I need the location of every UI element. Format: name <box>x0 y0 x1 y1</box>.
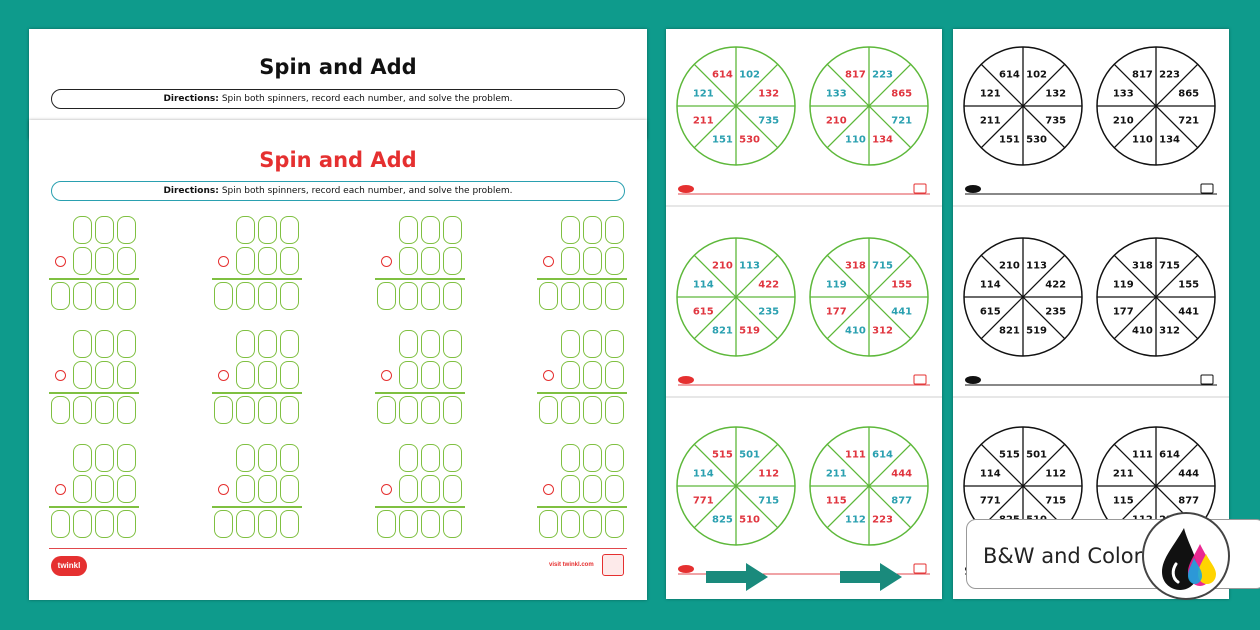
next-arrow-icon <box>840 563 902 591</box>
spinner-number: 877 <box>891 495 913 507</box>
answer-box <box>605 396 624 424</box>
digit-box <box>399 330 418 358</box>
spinner-number: 519 <box>1026 325 1047 337</box>
plus-sign-icon <box>55 370 66 381</box>
spinner-number: 155 <box>891 279 913 291</box>
spinner-number: 132 <box>758 88 780 100</box>
spinner-number: 112 <box>845 514 866 526</box>
footer-line <box>49 548 627 549</box>
footer-badge <box>914 184 926 193</box>
directions-label: Directions: <box>163 186 219 196</box>
digit-box <box>236 216 255 244</box>
answer-box <box>73 282 92 310</box>
answer-box <box>51 282 70 310</box>
digit-box <box>421 475 440 503</box>
digit-box <box>280 475 299 503</box>
twinkl-logo <box>965 185 981 193</box>
spinner-number: 721 <box>1178 115 1200 127</box>
digit-box <box>280 216 299 244</box>
digit-box <box>280 247 299 275</box>
spinner-number: 771 <box>692 495 714 507</box>
answer-box <box>539 282 558 310</box>
digit-box <box>561 330 580 358</box>
answer-box <box>236 396 255 424</box>
sum-line <box>49 392 139 394</box>
spinner-number: 211 <box>1112 468 1134 480</box>
digit-box <box>583 247 602 275</box>
plus-sign-icon <box>543 370 554 381</box>
spinner-number: 110 <box>845 134 866 146</box>
footer-badge <box>914 564 926 573</box>
directions-label: Directions: <box>163 94 219 104</box>
digit-box <box>73 216 92 244</box>
digit-box <box>117 475 136 503</box>
answer-box <box>95 510 114 538</box>
answer-box <box>399 282 418 310</box>
sum-line <box>375 392 465 394</box>
color-spinners-svg <box>666 29 942 599</box>
digit-box <box>236 475 255 503</box>
digit-box <box>117 361 136 389</box>
spinner-number: 177 <box>825 306 847 318</box>
answer-box <box>561 282 580 310</box>
digit-box <box>561 361 580 389</box>
digit-box <box>258 475 277 503</box>
spinner-number: 865 <box>891 88 913 100</box>
digit-box <box>399 475 418 503</box>
digit-box <box>421 330 440 358</box>
digit-box <box>561 216 580 244</box>
spinner-number: 111 <box>1132 449 1153 461</box>
digit-box <box>443 330 462 358</box>
digit-box <box>73 330 92 358</box>
spinner-number: 132 <box>1045 88 1067 100</box>
digit-box <box>421 361 440 389</box>
spinner-number: 210 <box>712 260 733 272</box>
spinner-number: 111 <box>845 449 866 461</box>
spinner-number: 102 <box>739 69 760 81</box>
answer-box <box>399 396 418 424</box>
plus-sign-icon <box>218 256 229 267</box>
answer-box <box>561 510 580 538</box>
answer-box <box>95 282 114 310</box>
answer-box <box>236 282 255 310</box>
spinner-number: 410 <box>1132 325 1153 337</box>
answer-box <box>539 396 558 424</box>
sum-line <box>537 278 627 280</box>
spinner-number: 235 <box>1045 306 1067 318</box>
digit-box <box>605 475 624 503</box>
answer-box <box>583 396 602 424</box>
answer-box <box>583 282 602 310</box>
spinner-number: 817 <box>1132 69 1153 81</box>
answer-box <box>399 510 418 538</box>
digit-box <box>280 330 299 358</box>
spinner-number: 721 <box>891 115 913 127</box>
twinkl-logo: twinkl <box>51 556 87 576</box>
digit-box <box>236 361 255 389</box>
spinner-number: 318 <box>845 260 866 272</box>
spinner-number: 614 <box>1159 449 1180 461</box>
spinner-number: 515 <box>999 449 1020 461</box>
digit-box <box>95 361 114 389</box>
spinner-number: 615 <box>979 306 1001 318</box>
digit-box <box>421 216 440 244</box>
spinner-number: 530 <box>1026 134 1047 146</box>
spinner-number: 821 <box>712 325 733 337</box>
spinner-number: 614 <box>712 69 733 81</box>
plus-sign-icon <box>381 256 392 267</box>
spinner-number: 821 <box>999 325 1020 337</box>
answer-box <box>561 396 580 424</box>
footer-badge <box>1201 375 1213 384</box>
answer-box <box>51 510 70 538</box>
digit-box <box>258 330 277 358</box>
answer-box <box>214 282 233 310</box>
answer-box <box>443 396 462 424</box>
answer-box <box>377 282 396 310</box>
digit-box <box>73 361 92 389</box>
spinner-number: 121 <box>979 88 1001 100</box>
digit-box <box>421 444 440 472</box>
answer-box <box>280 396 299 424</box>
ink-drops-icon <box>1142 512 1230 600</box>
color-spinner-page <box>666 29 942 599</box>
spinner-number: 501 <box>739 449 760 461</box>
answer-box <box>377 510 396 538</box>
plus-sign-icon <box>218 484 229 495</box>
digit-box <box>443 361 462 389</box>
answer-box <box>73 510 92 538</box>
spinner-number: 102 <box>1026 69 1047 81</box>
spinner-number: 312 <box>872 325 893 337</box>
footer-badge <box>1201 184 1213 193</box>
digit-box <box>117 216 136 244</box>
page-title-front: Spin and Add <box>259 148 417 172</box>
plus-sign-icon <box>543 484 554 495</box>
spinner-number: 134 <box>872 134 893 146</box>
digit-box <box>583 475 602 503</box>
page-title-back: Spin and Add <box>259 55 417 79</box>
spinner-number: 133 <box>825 88 847 100</box>
digit-box <box>605 216 624 244</box>
answer-box <box>583 510 602 538</box>
digit-box <box>258 216 277 244</box>
answer-box <box>280 282 299 310</box>
footer-badge <box>602 554 624 576</box>
spinner-number: 735 <box>758 115 780 127</box>
answer-box <box>51 396 70 424</box>
spinner-number: 444 <box>1178 468 1200 480</box>
sum-line <box>537 506 627 508</box>
spinner-number: 410 <box>845 325 866 337</box>
answer-box <box>95 396 114 424</box>
next-arrow-icon <box>706 563 768 591</box>
spinner-number: 211 <box>979 115 1001 127</box>
spinner-number: 735 <box>1045 115 1067 127</box>
spinner-number: 515 <box>712 449 733 461</box>
spinner-number: 223 <box>1159 69 1180 81</box>
spinner-number: 530 <box>739 134 760 146</box>
digit-box <box>236 330 255 358</box>
digit-box <box>583 444 602 472</box>
digit-box <box>561 444 580 472</box>
digit-box <box>583 216 602 244</box>
directions-back <box>51 89 625 109</box>
spinner-number: 114 <box>692 279 714 291</box>
digit-box <box>236 444 255 472</box>
sum-line <box>49 278 139 280</box>
answer-box <box>539 510 558 538</box>
spinner-number: 865 <box>1178 88 1200 100</box>
spinner-number: 114 <box>692 468 714 480</box>
answer-box <box>377 396 396 424</box>
spinner-number: 715 <box>1045 495 1067 507</box>
digit-box <box>258 361 277 389</box>
digit-box <box>117 330 136 358</box>
spinner-number: 151 <box>999 134 1020 146</box>
sum-line <box>212 506 302 508</box>
spinner-number: 444 <box>891 468 913 480</box>
answer-box <box>443 282 462 310</box>
spinner-number: 155 <box>1178 279 1200 291</box>
sum-line <box>212 392 302 394</box>
digit-box <box>443 475 462 503</box>
directions-text: Spin both spinners, record each number, and solve the problem. <box>221 186 513 196</box>
digit-box <box>399 361 418 389</box>
digit-box <box>399 247 418 275</box>
spinner-number: 223 <box>872 69 893 81</box>
spinner-number: 151 <box>712 134 733 146</box>
answer-box <box>73 396 92 424</box>
spinner-number: 771 <box>979 495 1001 507</box>
spinner-number: 119 <box>825 279 847 291</box>
spinner-number: 877 <box>1178 495 1200 507</box>
twinkl-logo <box>678 565 694 573</box>
answer-box <box>421 396 440 424</box>
spinner-number: 115 <box>1112 495 1134 507</box>
spinner-number: 211 <box>692 115 714 127</box>
answer-box <box>258 510 277 538</box>
digit-box <box>73 444 92 472</box>
spinner-number: 825 <box>712 514 733 526</box>
twinkl-logo <box>678 376 694 384</box>
spinner-number: 441 <box>891 306 913 318</box>
plus-sign-icon <box>55 256 66 267</box>
spinner-number: 114 <box>979 279 1001 291</box>
digit-box <box>95 247 114 275</box>
sum-line <box>375 506 465 508</box>
answer-box <box>117 396 136 424</box>
answer-box <box>605 510 624 538</box>
digit-box <box>561 247 580 275</box>
digit-box <box>280 444 299 472</box>
spinner-number: 614 <box>999 69 1020 81</box>
answer-box <box>443 510 462 538</box>
spinner-number: 112 <box>1045 468 1067 480</box>
digit-box <box>73 247 92 275</box>
plus-sign-icon <box>218 370 229 381</box>
answer-box <box>214 510 233 538</box>
spinner-number: 615 <box>692 306 714 318</box>
spinner-number: 715 <box>758 495 780 507</box>
spinner-number: 134 <box>1159 134 1180 146</box>
digit-box <box>117 444 136 472</box>
worksheet-front <box>29 120 647 600</box>
spinner-number: 312 <box>1159 325 1180 337</box>
sum-line <box>49 506 139 508</box>
spinner-number: 177 <box>1112 306 1134 318</box>
twinkl-logo <box>678 185 694 193</box>
digit-box <box>443 216 462 244</box>
spinner-number: 210 <box>999 260 1020 272</box>
badge-label: B&W and Color <box>983 544 1143 568</box>
spinner-number: 210 <box>1112 115 1134 127</box>
digit-box <box>258 247 277 275</box>
answer-box <box>280 510 299 538</box>
plus-sign-icon <box>55 484 66 495</box>
spinner-number: 817 <box>845 69 866 81</box>
spinner-number: 133 <box>1112 88 1134 100</box>
digit-box <box>605 247 624 275</box>
spinner-number: 113 <box>739 260 760 272</box>
directions-text: Spin both spinners, record each number, and solve the problem. <box>221 94 513 104</box>
sum-line <box>212 278 302 280</box>
answer-box <box>214 396 233 424</box>
answer-box <box>117 510 136 538</box>
spinner-number: 210 <box>825 115 847 127</box>
spinner-number: 715 <box>872 260 893 272</box>
spinner-number: 235 <box>758 306 780 318</box>
footer-url: visit twinkl.com <box>549 562 594 568</box>
digit-box <box>399 216 418 244</box>
digit-box <box>258 444 277 472</box>
twinkl-logo <box>965 376 981 384</box>
digit-box <box>399 444 418 472</box>
digit-box <box>73 475 92 503</box>
plus-sign-icon <box>543 256 554 267</box>
sum-line <box>375 278 465 280</box>
spinner-number: 614 <box>872 449 893 461</box>
spinner-number: 112 <box>758 468 780 480</box>
digit-box <box>605 330 624 358</box>
answer-box <box>117 282 136 310</box>
answer-box <box>258 282 277 310</box>
spinner-number: 318 <box>1132 260 1153 272</box>
digit-box <box>117 247 136 275</box>
digit-box <box>443 247 462 275</box>
digit-box <box>583 361 602 389</box>
spinner-number: 119 <box>1112 279 1134 291</box>
digit-box <box>236 247 255 275</box>
answer-box <box>258 396 277 424</box>
spinner-number: 501 <box>1026 449 1047 461</box>
spinner-number: 510 <box>739 514 760 526</box>
answer-box <box>605 282 624 310</box>
spinner-number: 110 <box>1132 134 1153 146</box>
answer-box <box>421 282 440 310</box>
answer-box <box>236 510 255 538</box>
spinner-number: 114 <box>979 468 1001 480</box>
spinner-number: 121 <box>692 88 714 100</box>
digit-box <box>280 361 299 389</box>
digit-box <box>421 247 440 275</box>
footer-badge <box>914 375 926 384</box>
digit-box <box>561 475 580 503</box>
digit-box <box>95 330 114 358</box>
plus-sign-icon <box>381 370 392 381</box>
spinner-number: 115 <box>825 495 847 507</box>
spinner-number: 223 <box>872 514 893 526</box>
spinner-number: 422 <box>758 279 780 291</box>
digit-box <box>95 475 114 503</box>
spinner-number: 715 <box>1159 260 1180 272</box>
spinner-number: 211 <box>825 468 847 480</box>
digit-box <box>583 330 602 358</box>
digit-box <box>443 444 462 472</box>
spinner-number: 113 <box>1026 260 1047 272</box>
digit-box <box>605 361 624 389</box>
spinner-number: 441 <box>1178 306 1200 318</box>
sum-line <box>537 392 627 394</box>
directions-front <box>51 181 625 201</box>
digit-box <box>95 216 114 244</box>
spinner-number: 519 <box>739 325 760 337</box>
digit-box <box>95 444 114 472</box>
digit-box <box>605 444 624 472</box>
answer-box <box>421 510 440 538</box>
spinner-number: 422 <box>1045 279 1067 291</box>
plus-sign-icon <box>381 484 392 495</box>
